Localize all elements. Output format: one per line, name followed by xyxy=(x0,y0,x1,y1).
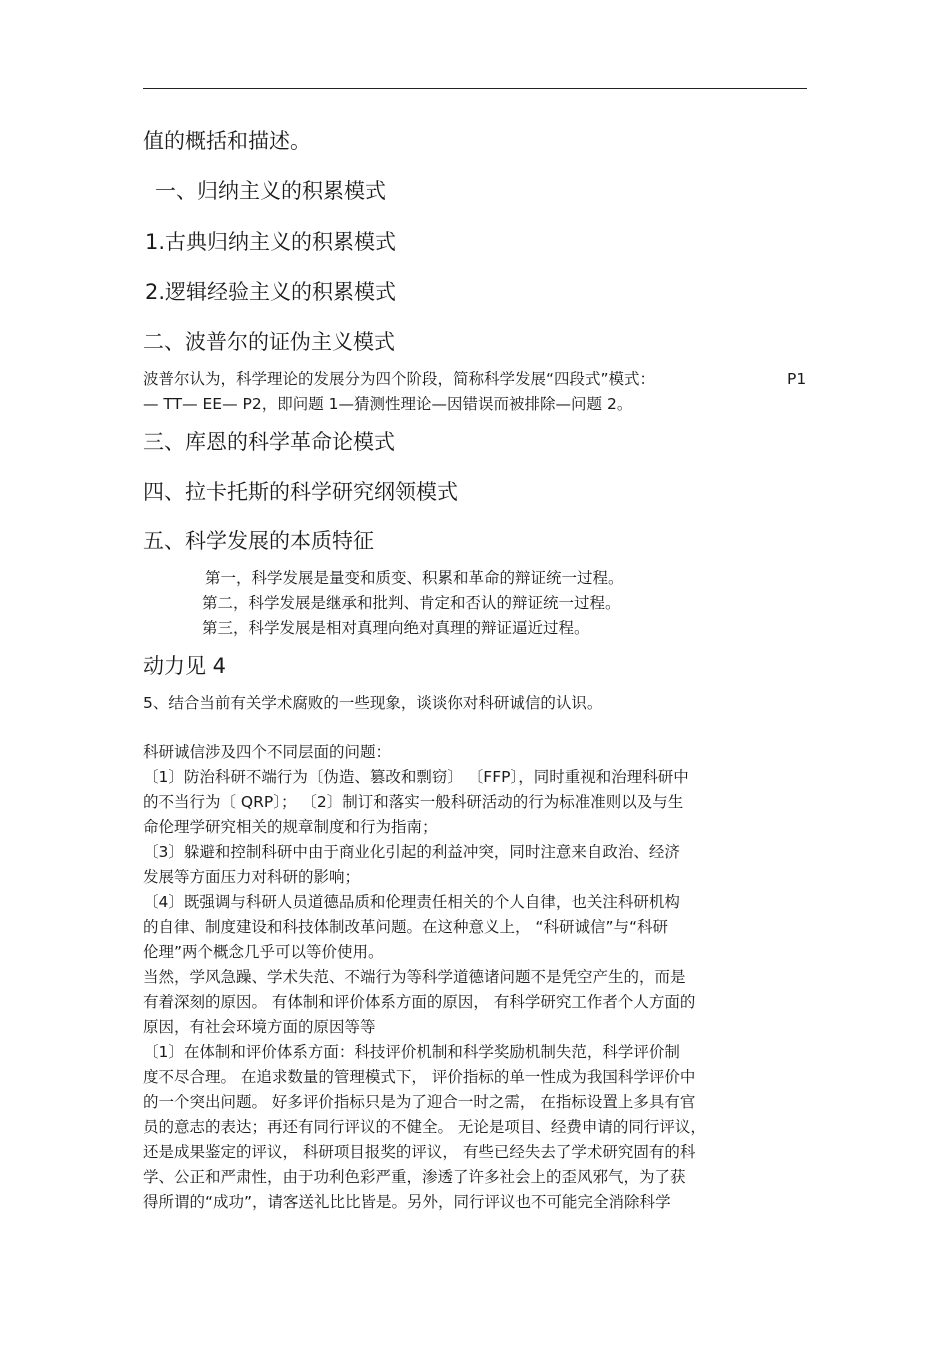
body-line: 〔1〕在体制和评价体系方面：科技评价机制和科学奖励机制失范，科学评价制 xyxy=(143,1043,680,1061)
heading-essence: 五、科学发展的本质特征 xyxy=(143,529,374,553)
body-line: 〔4〕既强调与科研人员道德品质和伦理责任相关的个人自律，也关注科研机构 xyxy=(143,893,680,911)
dynamics-note: 动力见 4 xyxy=(143,654,227,678)
heading-induction: 一、归纳主义的积累模式 xyxy=(155,179,386,203)
body-line: 学、公正和严肃性，由于功利色彩严重，渗透了许多社会上的歪风邪气，为了获 xyxy=(143,1168,686,1186)
body-line: 〔3〕躲避和控制科研中由于商业化引起的利益冲突，同时注意来自政治、经济 xyxy=(143,843,680,861)
heading-popper: 二、波普尔的证伪主义模式 xyxy=(143,330,395,354)
heading-kuhn: 三、库恩的科学革命论模式 xyxy=(143,430,395,454)
body-line: 得所谓的“成功”，请客送礼比比皆是。另外，同行评议也不可能完全消除科学 xyxy=(143,1193,671,1211)
body-line: 的自律、制度建设和科技体制改革问题。在这种意义上， “科研诚信”与“科研 xyxy=(143,918,669,936)
subheading-logical-empiricism: 2.逻辑经验主义的积累模式 xyxy=(145,280,397,304)
heading-lakatos: 四、拉卡托斯的科学研究纲领模式 xyxy=(143,480,458,504)
body-line: 的一个突出问题。 好多评价指标只是为了迎合一时之需， 在指标设置上多具有官 xyxy=(143,1093,696,1111)
question-5: 5、结合当前有关学术腐败的一些现象，谈谈你对科研诚信的认识。 xyxy=(143,694,603,712)
intro-text: 值的概括和描述。 xyxy=(143,129,311,153)
body-line: 的不当行为〔 QRP〕； 〔2〕制订和落实一般科研活动的行为标准准则以及与生 xyxy=(143,793,684,811)
body-line: 员的意志的表达；再还有同行评议的不健全。 无论是项目、经费申请的同行评议， xyxy=(143,1118,706,1136)
popper-paragraph-line1-tail: P1 xyxy=(787,370,807,388)
popper-paragraph-line2: — TT— EE— P2，即问题 1—猜测性理论—因错误而被排除—问题 2。 xyxy=(143,395,633,413)
subheading-classical-induction: 1.古典归纳主义的积累模式 xyxy=(145,230,397,254)
body-line: 还是成果鉴定的评议， 科研项目报奖的评议， 有些已经失去了学术研究固有的科 xyxy=(143,1143,696,1161)
body-line: 〔1〕防治科研不端行为〔伪造、篡改和剽窃〕 〔FFP〕，同时重视和治理科研中 xyxy=(143,768,689,786)
body-line: 发展等方面压力对科研的影响； xyxy=(143,868,361,886)
body-line: 度不尽合理。 在追求数量的管理模式下， 评价指标的单一性成为我国科学评价中 xyxy=(143,1068,696,1086)
body-line: 当然，学风急躁、学术失范、不端行为等科学道德诸问题不是凭空产生的，而是 xyxy=(143,968,686,986)
body-line: 原因，有社会环境方面的原因等等 xyxy=(143,1018,376,1036)
body-line: 命伦理学研究相关的规章制度和行为指南； xyxy=(143,818,438,836)
popper-paragraph-line1: 波普尔认为，科学理论的发展分为四个阶段，简称科学发展“四段式”模式： xyxy=(143,370,656,388)
body-line: 伦理”两个概念几乎可以等价使用。 xyxy=(143,943,384,961)
feature-second: 第二，科学发展是继承和批判、肯定和否认的辩证统一过程。 xyxy=(202,594,621,612)
feature-first: 第一，科学发展是量变和质变、积累和革命的辩证统一过程。 xyxy=(205,569,624,587)
body-line: 有着深刻的原因。 有体制和评价体系方面的原因， 有科学研究工作者个人方面的 xyxy=(143,993,696,1011)
header-rule xyxy=(143,88,807,89)
body-line: 科研诚信涉及四个不同层面的问题： xyxy=(143,743,392,761)
feature-third: 第三，科学发展是相对真理向绝对真理的辩证逼近过程。 xyxy=(202,619,590,637)
